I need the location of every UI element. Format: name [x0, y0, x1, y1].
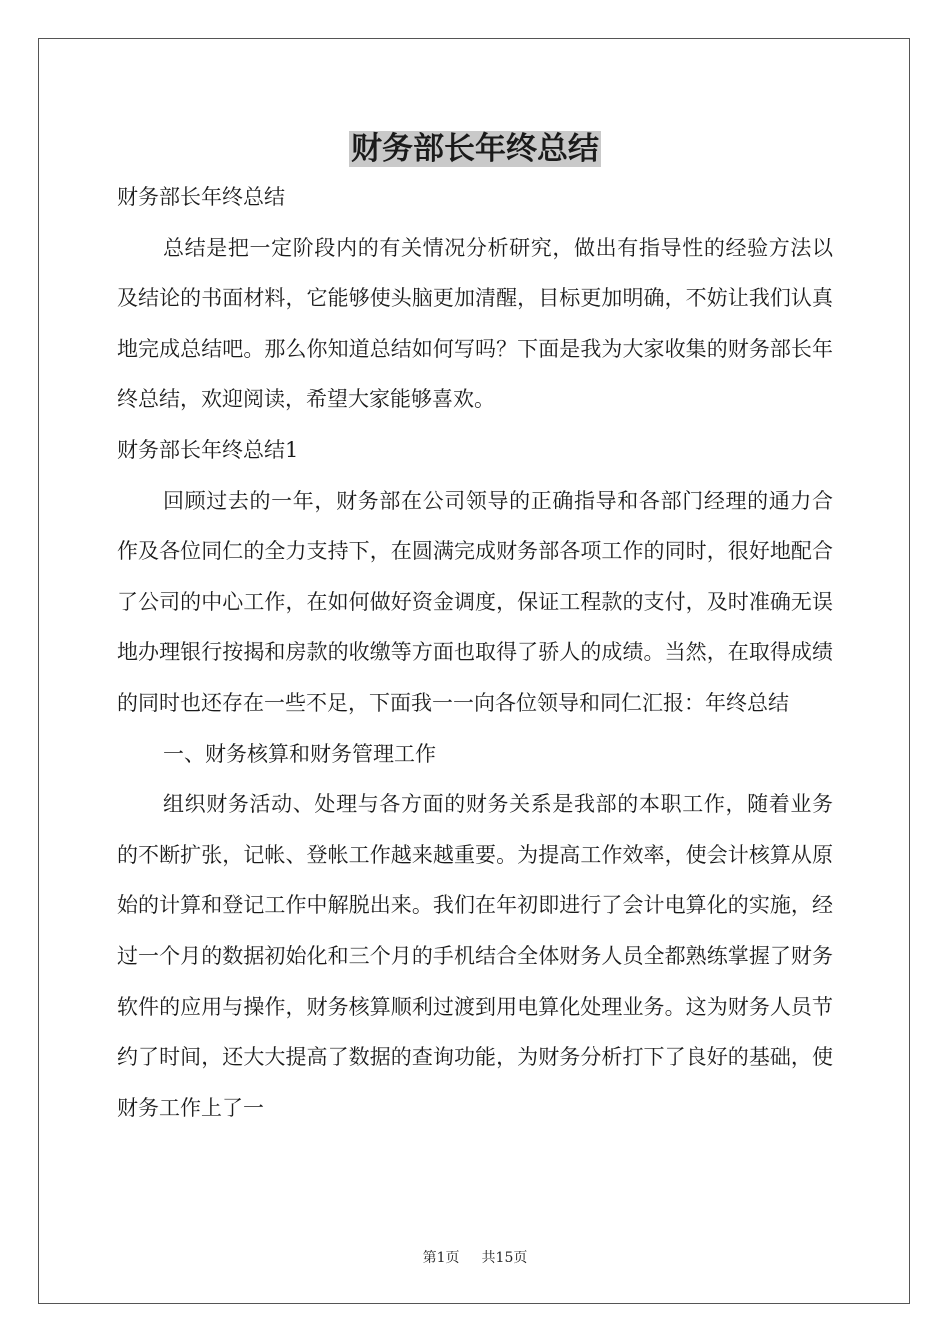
document-title-text: 财务部长年终总结 — [351, 131, 599, 167]
document-title — [0, 124, 950, 174]
page-number: 第1页 — [422, 1250, 460, 1266]
document-body — [117, 172, 833, 1133]
paragraph-accounting: 组织财务活动、处理与各方面的财务关系是我部的本职工作，随着业务的不断扩张，记帐、登帐工作越来越重要。为提高工作效率，使会计核算从原始的计算和登记工作中解脱出来。我们在年初即进行了会计电算化的实施，经过一个月的数据初始化和三个月的手机结合全体财务人员全都熟练掌握了财务软件的应用与操作，财务核算顺利过渡到用电算化处理业务。这为财务人员节约了时间，还大大提高了数据的查询功能，为财务分析打下了良好的基础，使财务工作上了一 — [117, 792, 833, 1120]
paragraph-section-heading: 财务部长年终总结1 — [117, 437, 299, 462]
paragraph-subheading: 一、财务核算和财务管理工作 — [163, 741, 436, 766]
page-total: 共15页 — [481, 1250, 528, 1266]
paragraph-subtitle: 财务部长年终总结 — [117, 185, 285, 209]
page-footer — [0, 1248, 950, 1268]
paragraph-intro: 总结是把一定阶段内的有关情况分析研究，做出有指导性的经验方法以及结论的书面材料，它能够使头脑更加清醒，目标更加明确，不妨让我们认真地完成总结吧。那么你知道总结如何写吗？下面是我为大家收集的财务部长年终总结，欢迎阅读，希望大家能够喜欢。 — [117, 235, 833, 412]
paragraph-review: 回顾过去的一年，财务部在公司领导的正确指导和各部门经理的通力合作及各位同仁的全力支持下，在圆满完成财务部各项工作的同时，很好地配合了公司的中心工作，在如何做好资金调度，保证工程款的支付，及时准确无误地办理银行按揭和房款的收缴等方面也取得了骄人的成绩。当然，在取得成绩的同时也还存在一些不足，下面我一一向各位领导和同仁汇报：年终总结 — [117, 488, 833, 715]
